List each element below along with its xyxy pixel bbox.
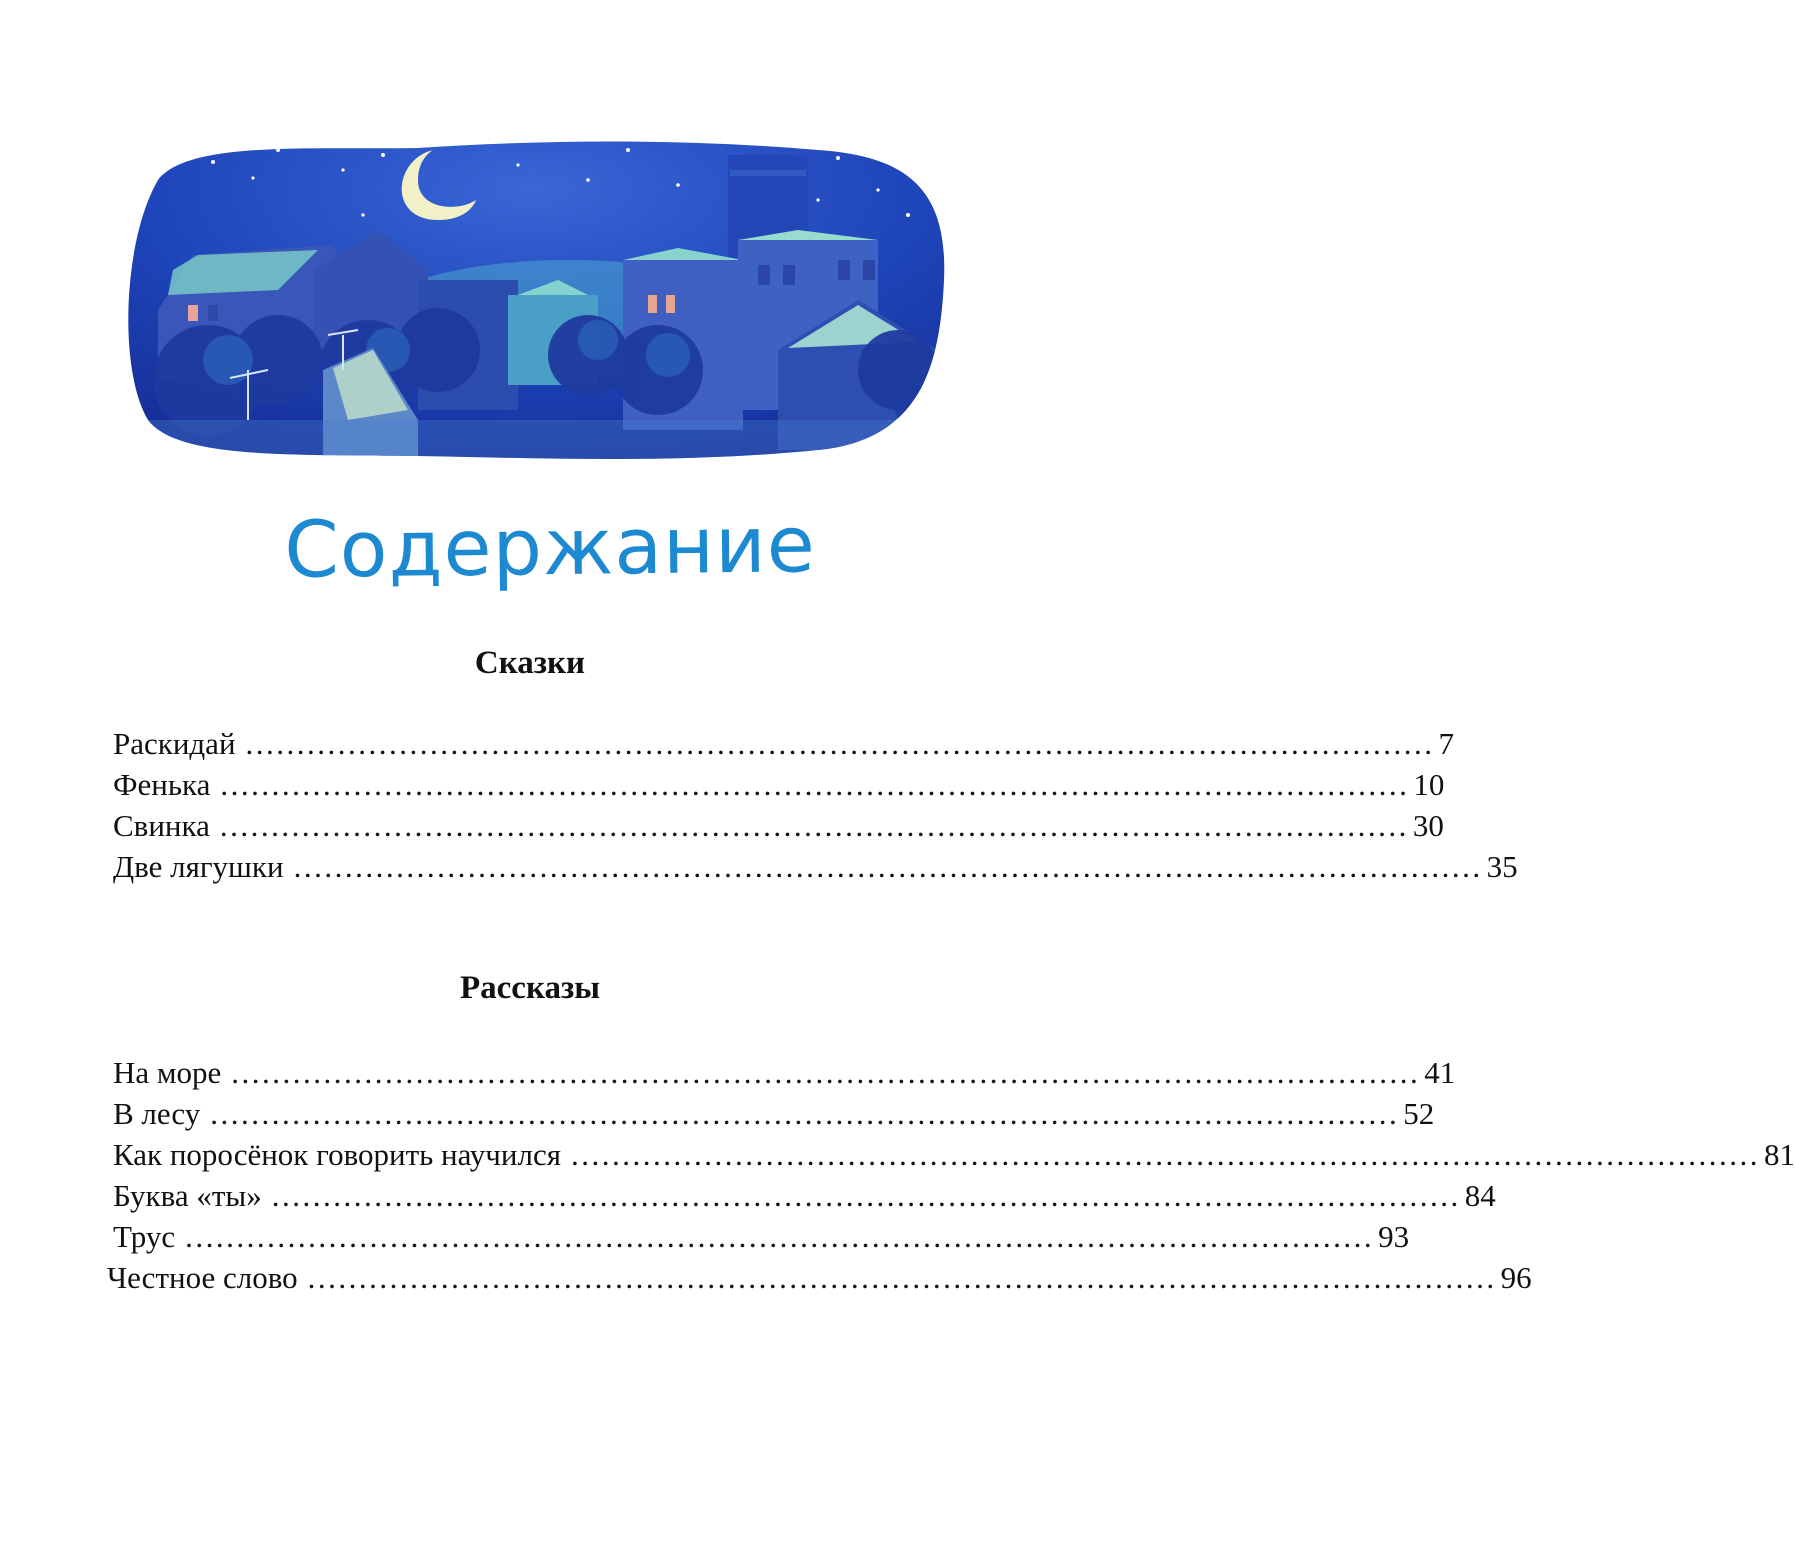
toc-entry[interactable] bbox=[113, 1175, 1496, 1216]
dot-leader: .................................................................................................................... bbox=[185, 1219, 1375, 1254]
toc-entry-page: 41 bbox=[1424, 1055, 1456, 1090]
toc-entry-page: 84 bbox=[1464, 1178, 1496, 1213]
toc-entry[interactable] bbox=[107, 1257, 1532, 1298]
dot-leader: .................................................................................................................... bbox=[245, 726, 1435, 761]
toc-entry[interactable] bbox=[113, 1052, 1456, 1093]
toc-entry-title: Фенька bbox=[113, 767, 211, 802]
dot-leader: .................................................................................................................... bbox=[307, 1260, 1497, 1295]
toc-entry-title: На море bbox=[113, 1055, 222, 1090]
toc-entry[interactable] bbox=[113, 1216, 1410, 1257]
toc-entry-title: Трус bbox=[113, 1219, 176, 1254]
dot-leader: .................................................................................................................... bbox=[271, 1178, 1461, 1213]
toc-entry[interactable] bbox=[113, 805, 1444, 846]
toc-entry[interactable] bbox=[113, 1093, 1435, 1134]
toc-entry-page: 81 bbox=[1763, 1137, 1795, 1172]
toc-entry-page: 52 bbox=[1403, 1096, 1435, 1131]
toc-entry-title: Раскидай bbox=[113, 726, 236, 761]
toc-entry[interactable] bbox=[113, 723, 1455, 764]
dot-leader: .................................................................................................................... bbox=[219, 808, 1409, 843]
toc-entry-page: 35 bbox=[1486, 849, 1518, 884]
toc-entry-page: 93 bbox=[1378, 1219, 1410, 1254]
toc-entry[interactable] bbox=[113, 846, 1518, 887]
toc-list-stories bbox=[107, 1052, 1795, 1298]
toc-entry-page: 10 bbox=[1413, 767, 1445, 802]
section-heading-stories: Рассказы bbox=[460, 970, 600, 1006]
toc-entry-title: Буква «ты» bbox=[113, 1178, 262, 1213]
toc-entry-page: 7 bbox=[1438, 726, 1455, 761]
toc-list-tales bbox=[113, 723, 1518, 887]
night-city-illustration bbox=[118, 120, 950, 468]
toc-entry-title: Свинка bbox=[113, 808, 210, 843]
section-heading-tales: Сказки bbox=[474, 645, 586, 681]
toc-entry-title: Честное слово bbox=[107, 1260, 298, 1295]
dot-leader: .................................................................................................................... bbox=[570, 1137, 1760, 1172]
toc-entry-title: Как поросёнок говорить научился bbox=[113, 1137, 561, 1172]
toc-entry-title: Две лягушки bbox=[113, 849, 284, 884]
dot-leader: .................................................................................................................... bbox=[210, 1096, 1400, 1131]
dot-leader: .................................................................................................................... bbox=[231, 1055, 1421, 1090]
dot-leader: .................................................................................................................... bbox=[293, 849, 1483, 884]
toc-entry-page: 30 bbox=[1412, 808, 1444, 843]
toc-entry[interactable] bbox=[113, 764, 1445, 805]
toc-entry-title: В лесу bbox=[113, 1096, 201, 1131]
dot-leader: .................................................................................................................... bbox=[220, 767, 1410, 802]
toc-entry-page: 96 bbox=[1500, 1260, 1532, 1295]
page-title: Содержание bbox=[283, 500, 817, 596]
toc-entry[interactable] bbox=[113, 1134, 1795, 1175]
